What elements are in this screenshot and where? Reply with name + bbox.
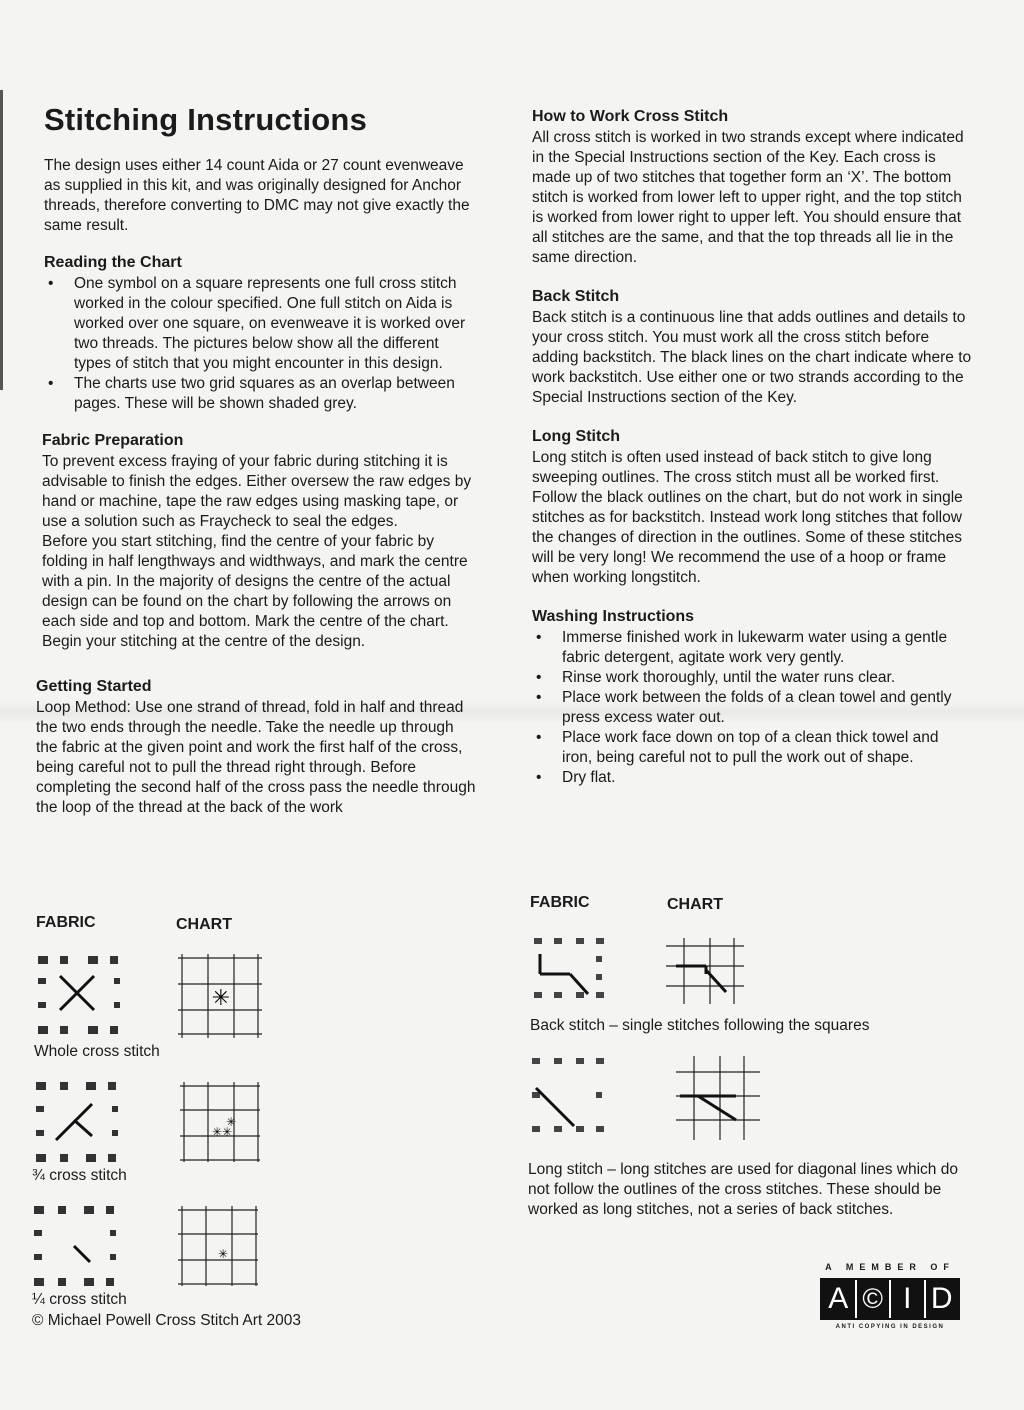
quarter-caption: ¼ cross stitch xyxy=(32,1291,127,1308)
acid-logo-bottom-text: ANTI COPYING IN DESIGN xyxy=(835,1324,945,1330)
how-to-text: All cross stitch is worked in two strands except where indicated in the Special Instructions section of the Key. Each cross is made up of two stitches that together form an ‘X’. The bottom stitch is worked from lower left to upper right, and the top stitch is worked from lower right to upper left. You should ensure that all stitches are the same, and that the top threads all lie in the same direction. xyxy=(532,129,964,266)
whole-cross-fabric-diagram xyxy=(36,952,122,1038)
getting-started-section xyxy=(36,678,476,818)
whole-cross-caption: Whole cross stitch xyxy=(34,1043,160,1060)
three-quarter-chart-diagram xyxy=(180,1082,260,1162)
long-stitch-text: Long stitch is often used instead of back stitch to give long sweeping outlines. The cross stitch must all be worked first. Follow the black outlines on the chart, but do not work in single stitches as for backstitch. Instead work long stitches that follow the changes of direction in the outlines. Some of these stitches will be very long! We recommend the use of a hoop or frame when working longstitch. xyxy=(532,449,963,586)
right-column xyxy=(532,108,972,806)
list-item: • Dry flat. xyxy=(536,769,616,786)
list-item: • Place work face down on top of a clean thick towel and iron, being careful not to pull the work out of shape. xyxy=(536,729,939,766)
acid-logo-box xyxy=(820,1278,960,1320)
quarter-chart-diagram xyxy=(178,1206,258,1286)
list-item: • Immerse finished work in lukewarm water using a gentle fabric detergent, agitate work very gently. xyxy=(536,629,948,666)
fabric-prep-heading: Fabric Preparation xyxy=(42,432,184,449)
chart-label-left: CHART xyxy=(176,916,232,933)
svg-text:✳: ✳ xyxy=(211,986,231,1011)
acid-logo-top-text: A MEMBER OF xyxy=(825,1262,955,1272)
acid-logo xyxy=(820,1262,960,1330)
list-item: • Place work between the folds of a clean towel and gently press excess water out. xyxy=(536,689,952,726)
reading-list xyxy=(44,274,476,414)
acid-letter-d: D xyxy=(930,1282,953,1315)
acid-letter-i: I xyxy=(891,1280,926,1318)
how-to-section xyxy=(532,108,972,268)
long-stitch-caption: Long stitch – long stitches are used for diagonal lines which do not follow the outlines of the cross stitches. These should be worked as long stitches, not a series of back stitches. xyxy=(528,1161,958,1218)
washing-list xyxy=(532,628,972,788)
back-stitch-section xyxy=(532,288,972,408)
acid-letter-a: A xyxy=(822,1280,857,1318)
back-stitch-fabric-diagram xyxy=(532,934,610,1004)
fabric-prep-text-1: To prevent excess fraying of your fabric during stitching it is advisable to finish the edges. Either oversew the raw edges by hand or machine, tape the raw edges using masking tape, or use a solution such as Fraycheck to seal the edges. xyxy=(42,453,472,530)
fabric-label-left: FABRIC xyxy=(36,914,96,931)
intro-section xyxy=(36,156,476,236)
intro-text: The design uses either 14 count Aida or 27 count evenweave as supplied in this kit, and was originally designed for Anchor threads, therefore converting to DMC may not give exactly the same result. xyxy=(44,157,470,234)
list-item: • Rinse work thoroughly, until the water runs clear. xyxy=(536,669,896,686)
long-stitch-fabric-diagram xyxy=(530,1054,610,1138)
left-column xyxy=(36,102,476,836)
page-title: Stitching Instructions xyxy=(44,102,368,137)
back-stitch-chart-diagram xyxy=(666,938,744,1008)
scan-edge-mark xyxy=(0,90,3,390)
long-stitch-section xyxy=(532,428,972,588)
fabric-prep-section xyxy=(36,432,476,652)
back-stitch-caption: Back stitch – single stitches following the squares xyxy=(530,1017,870,1034)
svg-text:✳✳: ✳✳ xyxy=(212,1125,233,1139)
reading-heading: Reading the Chart xyxy=(44,254,182,271)
copyright-text: © Michael Powell Cross Stitch Art 2003 xyxy=(32,1312,302,1329)
svg-text:✳: ✳ xyxy=(226,1115,237,1129)
quarter-fabric-diagram xyxy=(32,1202,118,1288)
acid-letter-c: © xyxy=(857,1280,892,1318)
back-stitch-heading: Back Stitch xyxy=(532,288,620,305)
list-item: • The charts use two grid squares as an overlap between pages. These will be shown shaded grey. xyxy=(48,375,455,412)
how-to-heading: How to Work Cross Stitch xyxy=(532,108,729,125)
reading-section xyxy=(36,254,476,414)
back-stitch-text: Back stitch is a continuous line that adds outlines and details to your cross stitch. You must work all the cross stitch before adding backstitch. The black lines on the chart indicate where to work backstitch. Use either one or two strands according to the Special Instructions section of the Key. xyxy=(532,309,972,406)
svg-text:✳: ✳ xyxy=(218,1247,229,1261)
washing-heading: Washing Instructions xyxy=(532,608,695,625)
chart-label-right: CHART xyxy=(667,896,723,913)
list-item: • One symbol on a square represents one full cross stitch worked in the colour specified. One full stitch on Aida is worked over one square, on evenweave it is worked over two threads. The pictures below show all the different types of stitch that you might encounter in this design. xyxy=(48,275,466,372)
three-quarter-caption: ¾ cross stitch xyxy=(32,1167,127,1184)
getting-started-text: Loop Method: Use one strand of thread, fold in half and thread the two ends through the needle. Take the needle up through the fabric at the given point and work the first half of the cross, being careful not to pull the thread right through. Before completing the second half of the cross pass the needle through the loop of the thread at the back of the work xyxy=(36,699,476,816)
long-stitch-chart-diagram xyxy=(676,1056,760,1140)
long-stitch-heading: Long Stitch xyxy=(532,428,620,445)
washing-section xyxy=(532,608,972,788)
fabric-prep-text-2: Before you start stitching, find the centre of your fabric by folding in half lengthways and widthways, and mark the centre with a pin. In the majority of designs the centre of the actual design can be found on the chart by following the arrows on each side and top and bottom. Mark the centre of the chart. Begin your stitching at the centre of the design. xyxy=(42,533,468,650)
getting-started-heading: Getting Started xyxy=(36,678,152,695)
whole-cross-chart-diagram xyxy=(178,954,262,1038)
fabric-label-right: FABRIC xyxy=(530,894,590,911)
three-quarter-fabric-diagram xyxy=(34,1078,120,1164)
